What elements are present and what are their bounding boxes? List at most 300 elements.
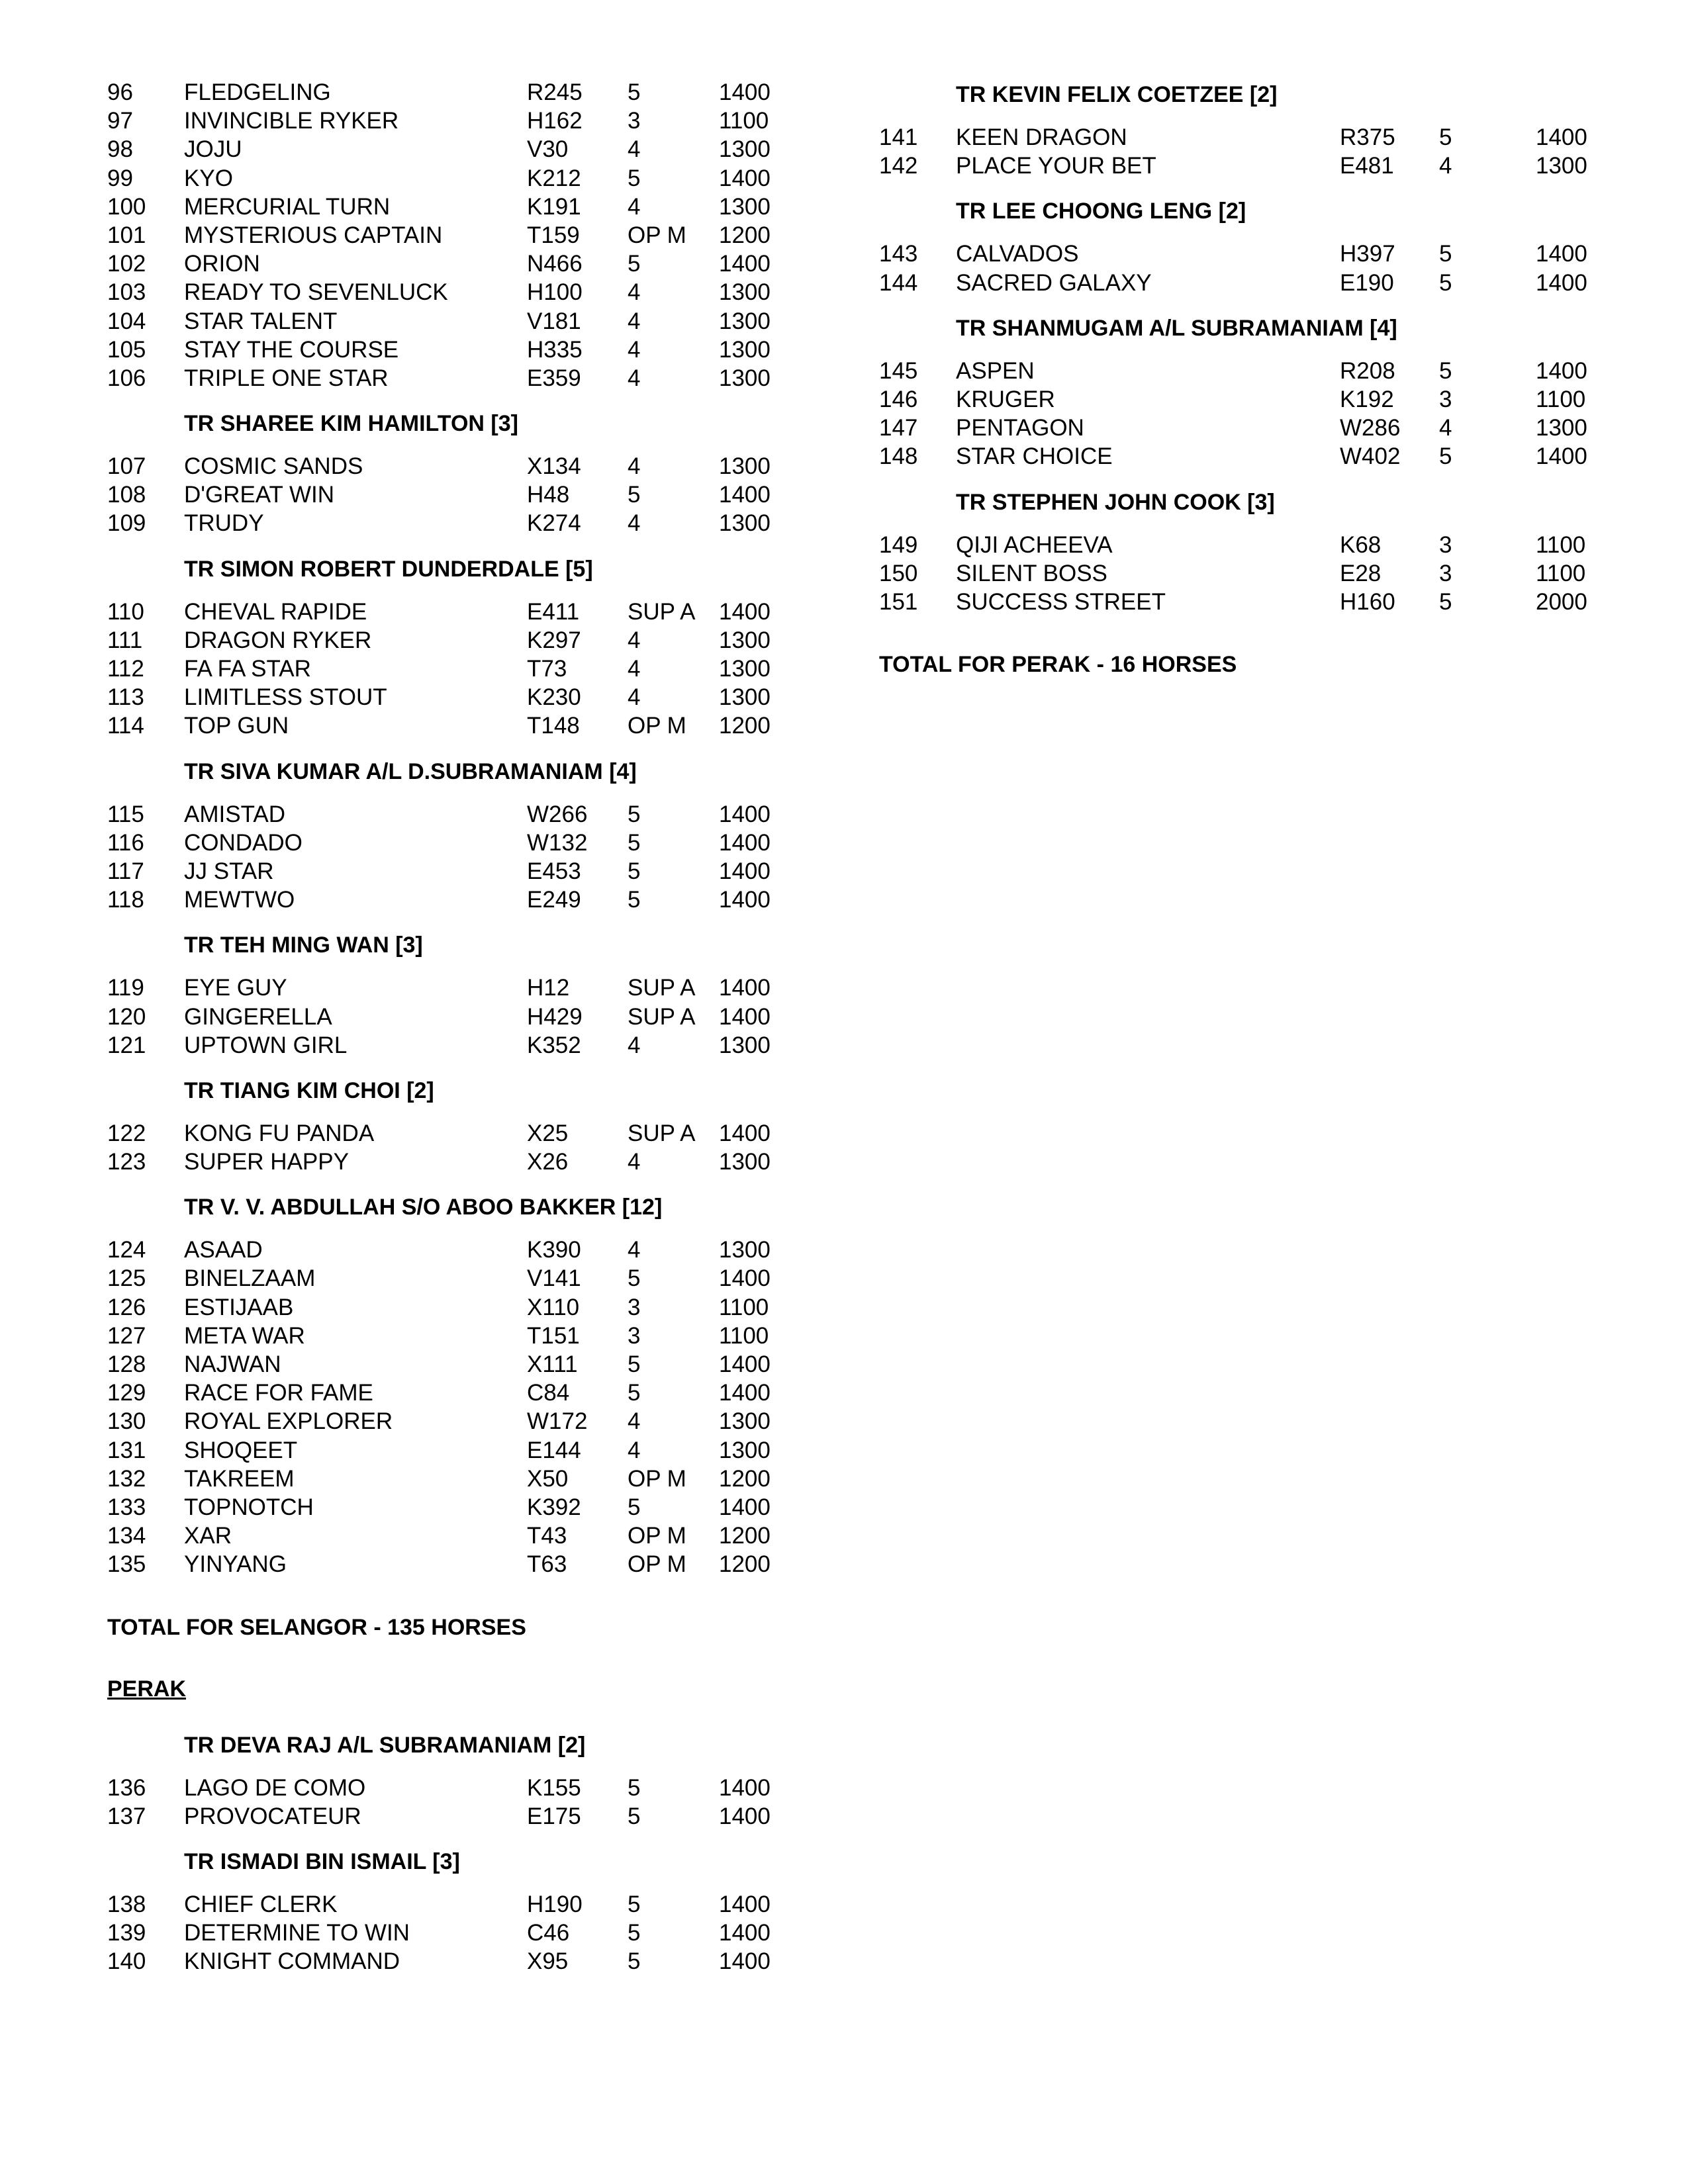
- trainer-heading: [107, 553, 809, 590]
- race-distance: 1200: [719, 713, 771, 739]
- trainer-heading: [107, 929, 809, 966]
- horse-code: T43: [527, 1523, 567, 1549]
- horse-number: 123: [107, 1149, 146, 1175]
- horse-number: 141: [879, 124, 918, 150]
- horse-row: [107, 1802, 809, 1831]
- trainer-name: TR DEVA RAJ A/L SUBRAMANIAM [2]: [184, 1732, 586, 1758]
- race-distance: 1100: [719, 1322, 769, 1349]
- horse-name: SILENT BOSS: [956, 560, 1107, 586]
- horse-number: 138: [107, 1891, 146, 1917]
- horse-row: [107, 336, 809, 364]
- trainer-name: TR SHAREE KIM HAMILTON [3]: [184, 411, 518, 437]
- horse-row: [107, 711, 809, 740]
- horse-number: 144: [879, 269, 918, 296]
- horse-class: 5: [628, 1920, 641, 1946]
- horse-name: MEWTWO: [184, 887, 295, 913]
- horse-number: 124: [107, 1237, 146, 1263]
- trainer-name: TR ISMADI BIN ISMAIL [3]: [184, 1848, 460, 1874]
- horse-code: K212: [527, 165, 581, 191]
- horse-class: 3: [628, 1322, 641, 1349]
- horse-class: 3: [628, 108, 641, 134]
- horse-row: [107, 1550, 809, 1578]
- horse-name: CHIEF CLERK: [184, 1891, 338, 1917]
- horse-name: CHEVAL RAPIDE: [184, 598, 367, 625]
- race-distance: 1200: [719, 1523, 771, 1549]
- horse-number: 121: [107, 1032, 146, 1058]
- horse-number: 108: [107, 482, 146, 508]
- horse-row: [107, 598, 809, 626]
- horse-name: JOJU: [184, 136, 242, 163]
- horse-code: E359: [527, 365, 581, 391]
- trainer-name: TR SHANMUGAM A/L SUBRAMANIAM [4]: [956, 315, 1397, 341]
- horse-code: C46: [527, 1920, 570, 1946]
- horse-class: 4: [628, 1032, 641, 1058]
- horse-code: T151: [527, 1322, 580, 1349]
- horse-number: 140: [107, 1948, 146, 1975]
- horse-name: KEEN DRAGON: [956, 124, 1127, 150]
- horse-row: [107, 221, 809, 250]
- trainer-heading: [879, 195, 1607, 232]
- horse-number: 103: [107, 279, 146, 306]
- horse-code: H162: [527, 108, 583, 134]
- race-distance: 1400: [719, 887, 771, 913]
- trainer-heading: [107, 407, 809, 444]
- horse-class: 5: [628, 1494, 641, 1520]
- race-distance: 1300: [719, 453, 771, 480]
- horse-number: 104: [107, 308, 146, 334]
- horse-number: 96: [107, 79, 133, 105]
- horse-number: 116: [107, 829, 144, 856]
- horse-number: 102: [107, 251, 146, 277]
- horse-code: H160: [1340, 588, 1395, 615]
- horse-number: 134: [107, 1523, 146, 1549]
- horse-code: E190: [1340, 269, 1394, 296]
- horse-code: K230: [527, 684, 581, 711]
- race-distance: 1400: [719, 1948, 771, 1975]
- horse-code: X25: [527, 1120, 569, 1146]
- horse-row: [879, 269, 1607, 297]
- horse-class: 5: [628, 251, 641, 277]
- horse-number: 135: [107, 1551, 146, 1578]
- horse-name: DETERMINE TO WIN: [184, 1920, 410, 1946]
- horse-row: [107, 1264, 809, 1293]
- horse-number: 106: [107, 365, 146, 391]
- horse-code: H48: [527, 482, 570, 508]
- horse-class: 4: [628, 1408, 641, 1435]
- race-distance: 1200: [719, 1551, 771, 1578]
- horse-code: K192: [1340, 386, 1394, 412]
- horse-class: SUP A: [628, 1003, 696, 1030]
- horse-code: V181: [527, 308, 581, 334]
- race-distance: 1400: [719, 858, 771, 884]
- horse-number: 129: [107, 1380, 146, 1406]
- race-distance: 1100: [1536, 386, 1586, 412]
- horse-row: [107, 135, 809, 163]
- horse-name: STAY THE COURSE: [184, 336, 399, 363]
- horse-class: 5: [628, 1351, 641, 1377]
- race-distance: 1300: [719, 1408, 771, 1435]
- horse-code: X26: [527, 1149, 569, 1175]
- race-distance: 1400: [1536, 269, 1587, 296]
- perak-trainer-groups-continued: [879, 78, 1607, 616]
- horse-row: [107, 307, 809, 336]
- horse-class: OP M: [628, 1551, 686, 1578]
- horse-name: KONG FU PANDA: [184, 1120, 375, 1146]
- horse-number: 101: [107, 222, 146, 248]
- horse-number: 110: [107, 598, 144, 625]
- race-distance: 1100: [1536, 560, 1586, 586]
- race-distance: 1300: [719, 308, 771, 334]
- horse-row: [107, 1119, 809, 1148]
- horse-code: E481: [1340, 153, 1394, 179]
- horse-number: 136: [107, 1774, 146, 1801]
- horse-code: K352: [527, 1032, 581, 1058]
- trainer-name: TR LEE CHOONG LENG [2]: [956, 199, 1246, 224]
- horse-name: AMISTAD: [184, 801, 285, 827]
- horse-row: [107, 1465, 809, 1493]
- horse-name: QIJI ACHEEVA: [956, 531, 1113, 558]
- horse-name: UPTOWN GIRL: [184, 1032, 348, 1058]
- horse-number: 107: [107, 453, 146, 480]
- horse-class: 5: [1439, 124, 1452, 150]
- trainer-heading: [107, 755, 809, 792]
- horse-code: K274: [527, 510, 581, 537]
- horse-number: 111: [107, 627, 143, 653]
- horse-number: 125: [107, 1265, 146, 1292]
- horse-number: 150: [879, 560, 918, 586]
- region-heading-perak: PERAK: [107, 1676, 187, 1702]
- horse-row: [107, 452, 809, 480]
- horse-row: [879, 531, 1607, 559]
- race-distance: 1400: [719, 1774, 771, 1801]
- horse-code: W286: [1340, 415, 1401, 441]
- horse-row: [107, 1774, 809, 1802]
- horse-class: OP M: [628, 1523, 686, 1549]
- horse-row: [107, 250, 809, 278]
- horse-code: X110: [527, 1294, 580, 1320]
- horse-number: 128: [107, 1351, 146, 1377]
- horse-row: [107, 164, 809, 193]
- horse-row: [107, 683, 809, 711]
- horse-name: LIMITLESS STOUT: [184, 684, 387, 711]
- horse-number: 126: [107, 1294, 146, 1320]
- horse-row: [107, 800, 809, 829]
- race-distance: 1400: [719, 165, 771, 191]
- horse-code: T63: [527, 1551, 567, 1578]
- horse-name: PENTAGON: [956, 415, 1084, 441]
- horse-class: 4: [628, 336, 641, 363]
- horse-row: [107, 509, 809, 537]
- horse-name: KNIGHT COMMAND: [184, 1948, 400, 1975]
- horse-class: 3: [1439, 386, 1452, 412]
- horse-class: 3: [1439, 531, 1452, 558]
- horse-code: H335: [527, 336, 583, 363]
- horse-row: [107, 278, 809, 306]
- horse-number: 120: [107, 1003, 146, 1030]
- race-distance: 1300: [719, 136, 771, 163]
- horse-number: 122: [107, 1120, 146, 1146]
- horse-number: 146: [879, 386, 918, 412]
- horse-name: ASAAD: [184, 1237, 263, 1263]
- horse-number: 142: [879, 153, 918, 179]
- race-distance: 1400: [719, 1494, 771, 1520]
- horse-name: FLEDGELING: [184, 79, 331, 105]
- race-distance: 1400: [1536, 357, 1587, 384]
- horse-code: W266: [527, 801, 588, 827]
- horse-name: MERCURIAL TURN: [184, 193, 391, 220]
- horse-class: OP M: [628, 713, 686, 739]
- horse-class: 4: [628, 279, 641, 306]
- horse-code: V30: [527, 136, 569, 163]
- horse-name: KYO: [184, 165, 233, 191]
- horse-row: [107, 1003, 809, 1031]
- horse-class: 3: [628, 1294, 641, 1320]
- horse-number: 117: [107, 858, 144, 884]
- horse-code: K191: [527, 193, 581, 220]
- horse-name: D'GREAT WIN: [184, 482, 335, 508]
- race-distance: 1100: [719, 1294, 769, 1320]
- race-distance: 1400: [719, 251, 771, 277]
- race-distance: 1400: [719, 975, 771, 1001]
- horse-name: JJ STAR: [184, 858, 274, 884]
- horse-row: [879, 414, 1607, 442]
- horse-class: SUP A: [628, 598, 696, 625]
- horse-number: 133: [107, 1494, 146, 1520]
- total-perak: TOTAL FOR PERAK - 16 HORSES: [879, 652, 1237, 678]
- left-column: [107, 78, 809, 1976]
- horse-name: SACRED GALAXY: [956, 269, 1152, 296]
- horse-name: META WAR: [184, 1322, 305, 1349]
- horse-number: 131: [107, 1437, 146, 1463]
- horse-class: 4: [1439, 153, 1452, 179]
- trainer-heading: [879, 486, 1607, 523]
- horse-name: DRAGON RYKER: [184, 627, 372, 653]
- trainer-name: TR KEVIN FELIX COETZEE [2]: [956, 82, 1278, 107]
- horse-row: [879, 559, 1607, 588]
- horse-number: 100: [107, 193, 146, 220]
- horse-class: 4: [1439, 415, 1452, 441]
- trainer-heading: [107, 1074, 809, 1111]
- horse-row: [107, 857, 809, 886]
- horse-name: ROYAL EXPLORER: [184, 1408, 393, 1435]
- horse-name: SUPER HAPPY: [184, 1149, 349, 1175]
- horse-code: R245: [527, 79, 583, 105]
- horse-class: 4: [628, 136, 641, 163]
- horse-class: 5: [628, 482, 641, 508]
- horse-row: [107, 107, 809, 135]
- horse-name: ASPEN: [956, 357, 1035, 384]
- horse-class: 5: [628, 1265, 641, 1292]
- horse-code: W402: [1340, 443, 1401, 470]
- horse-class: 5: [628, 79, 641, 105]
- trainer-heading: [107, 1845, 809, 1882]
- trainer-heading: [879, 312, 1607, 349]
- horse-class: 5: [1439, 269, 1452, 296]
- horse-class: 5: [1439, 357, 1452, 384]
- horse-code: C84: [527, 1380, 570, 1406]
- horse-name: GINGERELLA: [184, 1003, 332, 1030]
- horse-name: PROVOCATEUR: [184, 1803, 361, 1829]
- horse-code: E175: [527, 1803, 581, 1829]
- horse-code: X111: [527, 1351, 578, 1377]
- horse-code: H397: [1340, 241, 1395, 267]
- horse-row: [879, 385, 1607, 414]
- horse-class: 4: [628, 510, 641, 537]
- horse-name: CONDADO: [184, 829, 303, 856]
- race-distance: 1300: [719, 193, 771, 220]
- race-distance: 1300: [719, 1437, 771, 1463]
- horse-code: N466: [527, 251, 583, 277]
- horse-row: [107, 1322, 809, 1350]
- horse-name: TRUDY: [184, 510, 264, 537]
- horse-class: 4: [628, 656, 641, 682]
- race-distance: 1300: [719, 279, 771, 306]
- horse-name: ORION: [184, 251, 260, 277]
- horse-class: 3: [1439, 560, 1452, 586]
- horse-number: 109: [107, 510, 146, 537]
- trainer-heading: [107, 1191, 809, 1228]
- horse-class: 4: [628, 1237, 641, 1263]
- horse-name: PLACE YOUR BET: [956, 153, 1156, 179]
- horse-class: 5: [628, 1948, 641, 1975]
- horse-row: [107, 655, 809, 683]
- horse-row: [879, 240, 1607, 268]
- horse-row: [879, 152, 1607, 180]
- race-distance: 1400: [719, 801, 771, 827]
- horse-class: 5: [628, 829, 641, 856]
- horse-row: [107, 1436, 809, 1465]
- horse-code: K392: [527, 1494, 581, 1520]
- total-selangor: TOTAL FOR SELANGOR - 135 HORSES: [107, 1614, 526, 1640]
- horse-code: H100: [527, 279, 583, 306]
- race-distance: 1200: [719, 222, 771, 248]
- horse-class: 5: [628, 1380, 641, 1406]
- race-distance: 1200: [719, 1465, 771, 1492]
- horse-class: 4: [628, 453, 641, 480]
- horse-row: [107, 1407, 809, 1435]
- horse-code: K297: [527, 627, 581, 653]
- horse-row: [107, 886, 809, 914]
- race-distance: 2000: [1536, 588, 1587, 615]
- horse-code: W132: [527, 829, 588, 856]
- horse-number: 99: [107, 165, 133, 191]
- horse-number: 149: [879, 531, 918, 558]
- horse-class: 5: [628, 801, 641, 827]
- horse-code: E411: [527, 598, 580, 625]
- horse-class: 5: [628, 887, 641, 913]
- horse-row: [107, 1236, 809, 1264]
- horse-code: E144: [527, 1437, 581, 1463]
- horse-name: EYE GUY: [184, 975, 287, 1001]
- horse-row: [107, 480, 809, 509]
- race-distance: 1100: [1536, 531, 1586, 558]
- horse-row: [107, 1379, 809, 1407]
- horse-name: SHOQEET: [184, 1437, 298, 1463]
- horse-class: SUP A: [628, 975, 696, 1001]
- horse-number: 118: [107, 887, 144, 913]
- horse-name: LAGO DE COMO: [184, 1774, 366, 1801]
- trainer-name: TR SIMON ROBERT DUNDERDALE [5]: [184, 556, 593, 582]
- horse-row: [107, 364, 809, 392]
- race-distance: 1300: [719, 1032, 771, 1058]
- horse-number: 145: [879, 357, 918, 384]
- horse-name: NAJWAN: [184, 1351, 281, 1377]
- race-distance: 1400: [719, 1120, 771, 1146]
- race-distance: 1400: [719, 1003, 771, 1030]
- horse-class: OP M: [628, 1465, 686, 1492]
- trainer-name: TR V. V. ABDULLAH S/O ABOO BAKKER [12]: [184, 1195, 663, 1220]
- horse-name: TRIPLE ONE STAR: [184, 365, 389, 391]
- horse-number: 143: [879, 241, 918, 267]
- horse-code: R208: [1340, 357, 1395, 384]
- horse-code: T73: [527, 656, 567, 682]
- horse-class: 4: [628, 1149, 641, 1175]
- horse-row: [879, 588, 1607, 616]
- horse-code: K155: [527, 1774, 581, 1801]
- horse-row: [879, 357, 1607, 385]
- horse-class: 5: [1439, 588, 1452, 615]
- horse-class: 4: [628, 1437, 641, 1463]
- horse-class: 4: [628, 365, 641, 391]
- horse-number: 130: [107, 1408, 146, 1435]
- horse-code: T148: [527, 713, 580, 739]
- race-distance: 1400: [719, 1891, 771, 1917]
- horse-row: [107, 1293, 809, 1322]
- race-distance: 1300: [719, 365, 771, 391]
- race-distance: 1400: [719, 79, 771, 105]
- trainer-name: TR STEPHEN JOHN COOK [3]: [956, 489, 1275, 515]
- horse-name: YINYANG: [184, 1551, 287, 1578]
- horse-row: [107, 829, 809, 857]
- horse-name: TOP GUN: [184, 713, 289, 739]
- horse-name: TOPNOTCH: [184, 1494, 314, 1520]
- horse-number: 132: [107, 1465, 146, 1492]
- race-distance: 1400: [719, 1380, 771, 1406]
- horse-name: ESTIJAAB: [184, 1294, 294, 1320]
- race-distance: 1400: [719, 1803, 771, 1829]
- right-column: [879, 78, 1607, 678]
- horse-code: V141: [527, 1265, 581, 1292]
- race-distance: 1400: [719, 598, 771, 625]
- horse-row: [107, 1919, 809, 1947]
- horse-class: 4: [628, 193, 641, 220]
- horse-code: R375: [1340, 124, 1395, 150]
- race-distance: 1300: [719, 510, 771, 537]
- trainer-heading: [107, 1729, 809, 1766]
- horse-code: X134: [527, 453, 581, 480]
- race-distance: 1100: [719, 108, 769, 134]
- horse-row: [879, 442, 1607, 471]
- horse-code: T159: [527, 222, 580, 248]
- horse-class: 4: [628, 308, 641, 334]
- race-distance: 1400: [719, 1920, 771, 1946]
- horse-number: 97: [107, 108, 133, 134]
- horse-code: K390: [527, 1237, 581, 1263]
- horse-number: 137: [107, 1803, 146, 1829]
- horse-class: 5: [628, 1803, 641, 1829]
- horse-class: 5: [628, 1891, 641, 1917]
- horse-name: FA FA STAR: [184, 656, 311, 682]
- horse-name: STAR CHOICE: [956, 443, 1113, 470]
- horse-name: KRUGER: [956, 386, 1055, 412]
- horse-name: XAR: [184, 1523, 232, 1549]
- race-distance: 1400: [719, 482, 771, 508]
- horse-code: K68: [1340, 531, 1382, 558]
- race-distance: 1400: [719, 829, 771, 856]
- horse-code: H12: [527, 975, 570, 1001]
- horse-code: E28: [1340, 560, 1382, 586]
- horse-number: 139: [107, 1920, 146, 1946]
